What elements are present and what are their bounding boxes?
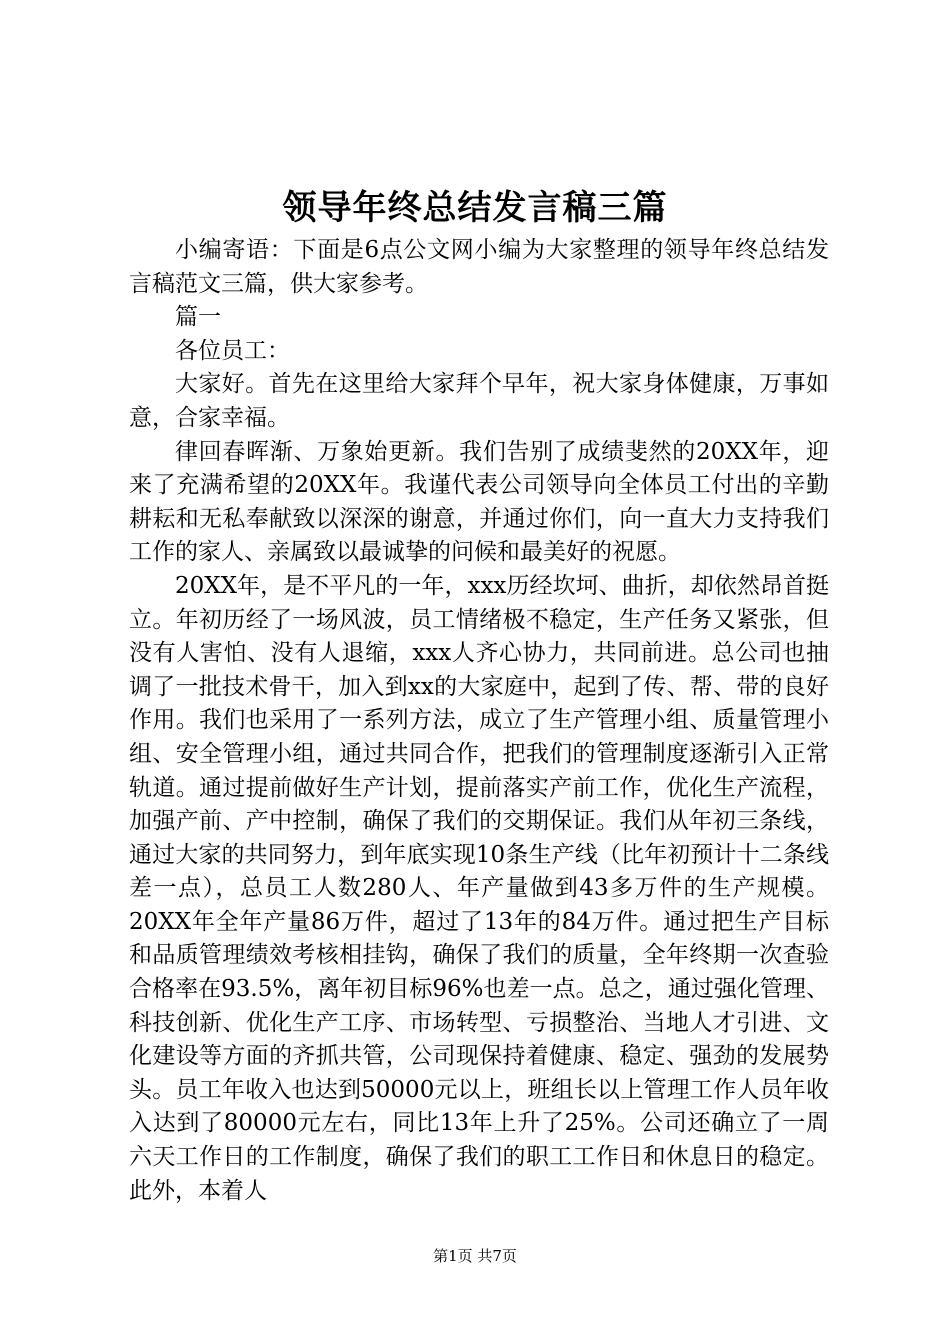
body-paragraph: 20XX年，是不平凡的一年，xxx历经坎坷、曲折，却依然昂首挺立。年初历经了一场风波，员工情绪极不稳定，生产任务又紧张，但没有人害怕、没有人退缩，xxx人齐心协力，共同前进。总公司也抽调了一批技术骨干，加入到xx的大家庭中，起到了传、帮、带的良好作用。我们也采用了一系列方法，成立了生产管理小组、质量管理小组、安全管理小组，通过共同合作，把我们的管理制度逐渐引入正常轨道。通过提前做好生产计划，提前落实产前工作，优化生产流程，加强产前、产中控制，确保了我们的交期保证。我们从年初三条线，通过大家的共同努力，到年底实现10条生产线（比年初预计十二条线差一点），总员工人数280人、年产量做到43多万件的生产规模。20XX年全年产量86万件，超过了13年的84万件。通过把生产目标和品质管理绩效考核相挂钩，确保了我们的质量，全年终期一次查验合格率在93.5%，离年初目标96%也差一点。总之，通过强化管理、科技创新、优化生产工序、市场转型、亏损整治、当地人才引进、文化建设等方面的齐抓共管，公司现保持着健康、稳定、强劲的发展势头。员工年收入也达到50000元以上，班组长以上管理工作人员年收入达到了80000元左右，同比13年上升了25%。公司还确立了一周六天工作日的工作制度，确保了我们的职工工作日和休息日的稳定。此外，本着人 <box>129 572 829 1204</box>
editor-note-paragraph: 小编寄语：下面是6点公文网小编为大家整理的领导年终总结发言稿范文三篇，供大家参考。 <box>129 237 829 297</box>
document-title: 领导年终总结发言稿三篇 <box>282 188 668 228</box>
document-body <box>129 234 829 1208</box>
page-footer: 第1页 共7页 <box>433 1247 517 1265</box>
salutation-paragraph: 各位员工： <box>175 337 290 364</box>
greeting-paragraph: 大家好。首先在这里给大家拜个早年，祝大家身体健康，万事如意，合家幸福。 <box>129 371 829 431</box>
body-paragraph: 律回春晖渐、万象始更新。我们告别了成绩斐然的20XX年，迎来了充满希望的20XX年。我谨代表公司领导向全体员工付出的辛勤耕耘和无私奉献致以深深的谢意，并通过你们，向一直大力支持我们工作的家人、亲属致以最诚挚的问候和最美好的祝愿。 <box>129 438 829 566</box>
section-heading: 篇一 <box>175 304 221 331</box>
